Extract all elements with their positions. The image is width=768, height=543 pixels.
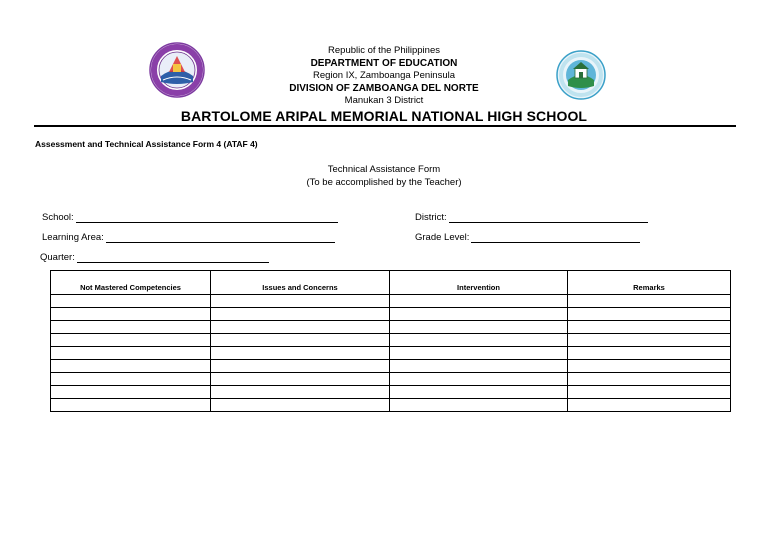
learning-area-input-line[interactable]: [106, 233, 335, 243]
grade-level-field: [415, 232, 640, 243]
table-cell[interactable]: [568, 308, 731, 321]
quarter-input-line[interactable]: [77, 253, 269, 263]
table-cell[interactable]: [390, 360, 568, 373]
table-cell[interactable]: [51, 399, 211, 412]
quarter-label: Quarter:: [40, 252, 75, 263]
table-cell[interactable]: [568, 399, 731, 412]
table-cell[interactable]: [211, 360, 390, 373]
table-row: [51, 308, 731, 321]
school-name: BARTOLOME ARIPAL MEMORIAL NATIONAL HIGH SCHOOL: [180, 108, 588, 124]
table-cell[interactable]: [51, 373, 211, 386]
form-title: Technical Assistance Form: [327, 164, 441, 175]
table-cell[interactable]: [51, 347, 211, 360]
form-code: Assessment and Technical Assistance Form 4 (ATAF 4): [35, 139, 258, 149]
form-subtitle: (To be accomplished by the Teacher): [306, 177, 462, 188]
table-cell[interactable]: [211, 399, 390, 412]
table-cell[interactable]: [568, 386, 731, 399]
table-cell[interactable]: [390, 373, 568, 386]
district-field: [415, 212, 648, 223]
table-row: [51, 295, 731, 308]
column-header-remarks: Remarks: [568, 271, 731, 295]
header-district: Manukan 3 District: [344, 95, 424, 106]
learning-area-field: [42, 232, 335, 243]
header-department: DEPARTMENT OF EDUCATION: [310, 58, 458, 69]
table-cell[interactable]: [211, 334, 390, 347]
table-cell[interactable]: [211, 308, 390, 321]
column-header-competencies: Not Mastered Competencies: [51, 271, 211, 295]
table-cell[interactable]: [568, 347, 731, 360]
table-row: [51, 386, 731, 399]
table-cell[interactable]: [211, 295, 390, 308]
district-input-line[interactable]: [449, 213, 648, 223]
school-label: School:: [42, 212, 74, 223]
table-cell[interactable]: [51, 386, 211, 399]
grade-level-label: Grade Level:: [415, 232, 470, 243]
quarter-field: [40, 252, 269, 263]
table-cell[interactable]: [51, 308, 211, 321]
table-cell[interactable]: [390, 295, 568, 308]
table-cell[interactable]: [568, 321, 731, 334]
table-cell[interactable]: [390, 321, 568, 334]
table-cell[interactable]: [51, 334, 211, 347]
table-cell[interactable]: [51, 295, 211, 308]
table-header-row: [51, 271, 731, 295]
district-label: District:: [415, 212, 447, 223]
column-header-intervention: Intervention: [390, 271, 568, 295]
table-row: [51, 334, 731, 347]
header-divider: [34, 125, 736, 127]
table-cell[interactable]: [390, 308, 568, 321]
header-republic: Republic of the Philippines: [328, 45, 440, 56]
school-field: [42, 212, 338, 223]
table-cell[interactable]: [390, 399, 568, 412]
table-cell[interactable]: [390, 386, 568, 399]
header-division: DIVISION OF ZAMBOANGA DEL NORTE: [289, 83, 479, 94]
technical-assistance-table: [50, 270, 731, 412]
table-row: [51, 321, 731, 334]
table-row: [51, 347, 731, 360]
school-input-line[interactable]: [76, 213, 338, 223]
table-body: [51, 295, 731, 412]
table-cell[interactable]: [568, 373, 731, 386]
table-cell[interactable]: [211, 386, 390, 399]
table-row: [51, 399, 731, 412]
table-cell[interactable]: [390, 334, 568, 347]
table-cell[interactable]: [568, 360, 731, 373]
table-cell[interactable]: [211, 347, 390, 360]
table-cell[interactable]: [568, 295, 731, 308]
table-cell[interactable]: [390, 347, 568, 360]
table-cell[interactable]: [568, 334, 731, 347]
grade-level-input-line[interactable]: [471, 233, 640, 243]
header-region: Region IX, Zamboanga Peninsula: [312, 70, 456, 81]
table-cell[interactable]: [51, 360, 211, 373]
table-row: [51, 373, 731, 386]
learning-area-label: Learning Area:: [42, 232, 104, 243]
table-row: [51, 360, 731, 373]
column-header-issues: Issues and Concerns: [211, 271, 390, 295]
table-cell[interactable]: [211, 321, 390, 334]
table-cell[interactable]: [211, 373, 390, 386]
table-cell[interactable]: [51, 321, 211, 334]
